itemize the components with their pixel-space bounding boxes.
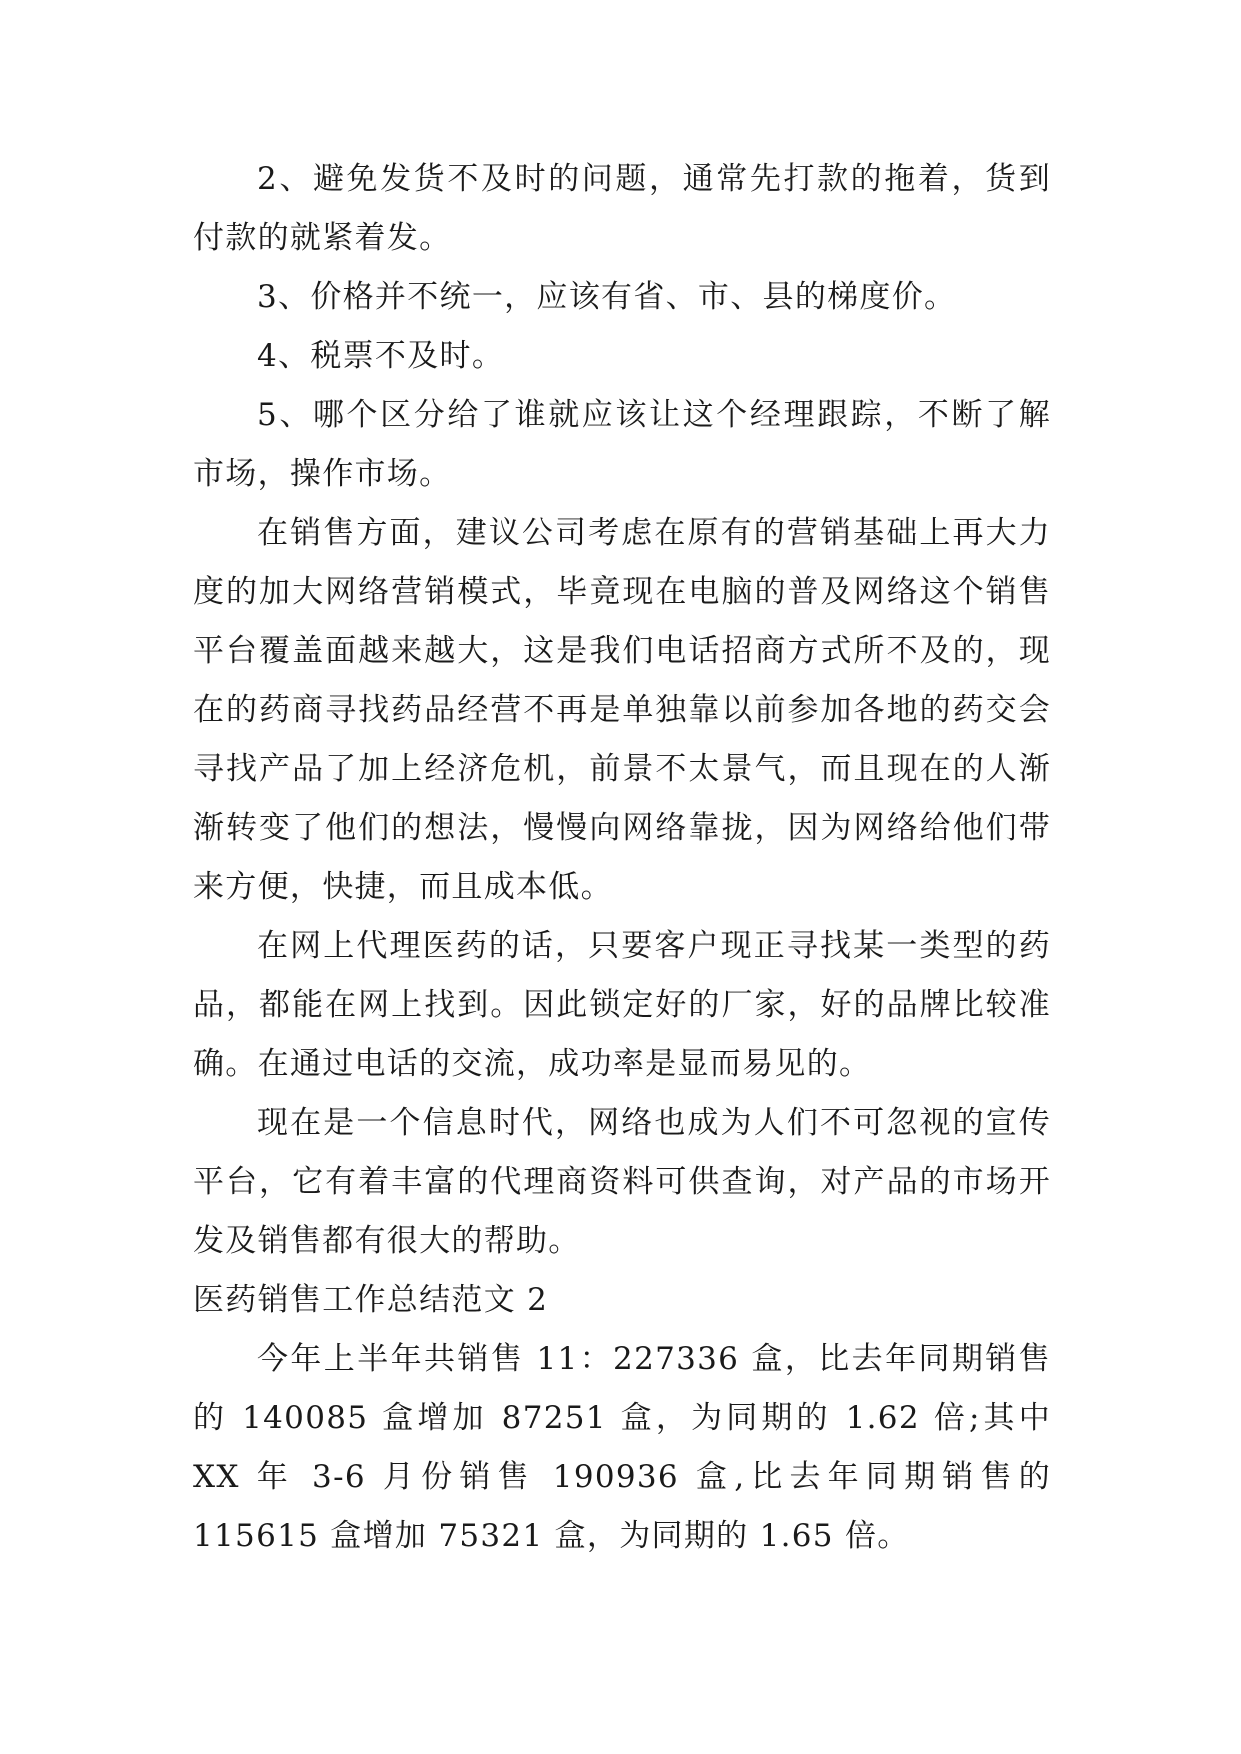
- paragraph-item-4: 4、税票不及时。: [257, 338, 505, 374]
- paragraph-item-2: 2、避免发货不及时的问题，通常先打款的拖着，货到付款的就紧着发。: [193, 161, 1051, 256]
- paragraph-item-5: 5、哪个区分给了谁就应该让这个经理跟踪，不断了解市场，操作市场。: [193, 397, 1051, 492]
- paragraph-item-3: 3、价格并不统一，应该有省、市、县的梯度价。: [257, 279, 957, 315]
- paragraph-online-agency: 在网上代理医药的话，只要客户现正寻找某一类型的药品，都能在网上找到。因此锁定好的厂家，好的品牌比较准确。在通过电话的交流，成功率是显而易见的。: [193, 928, 1051, 1082]
- paragraph-sales-suggestion: 在销售方面，建议公司考虑在原有的营销基础上再大力度的加大网络营销模式，毕竟现在电脑的普及网络这个销售平台覆盖面越来越大，这是我们电话招商方式所不及的，现在的药商寻找药品经营不再是单独靠以前参加各地的药交会寻找产品了加上经济危机，前景不太景气，而且现在的人渐渐转变了他们的想法，慢慢向网络靠拢，因为网络给他们带来方便，快捷，而且成本低。: [193, 515, 1051, 905]
- document-page: [193, 150, 1051, 1566]
- paragraph-sales-figures: 今年上半年共销售 11：227336 盒，比去年同期销售的 140085 盒增加 87251 盒，为同期的 1.62 倍;其中 XX 年 3-6 月份销售 190936 盒,比去年同期销售的 115615 盒增加 75321 盒，为同期的 1.65 倍。: [193, 1341, 1051, 1554]
- section-title: 医药销售工作总结范文 2: [193, 1282, 549, 1318]
- paragraph-information-era: 现在是一个信息时代，网络也成为人们不可忽视的宣传平台，它有着丰富的代理商资料可供查询，对产品的市场开发及销售都有很大的帮助。: [193, 1105, 1051, 1259]
